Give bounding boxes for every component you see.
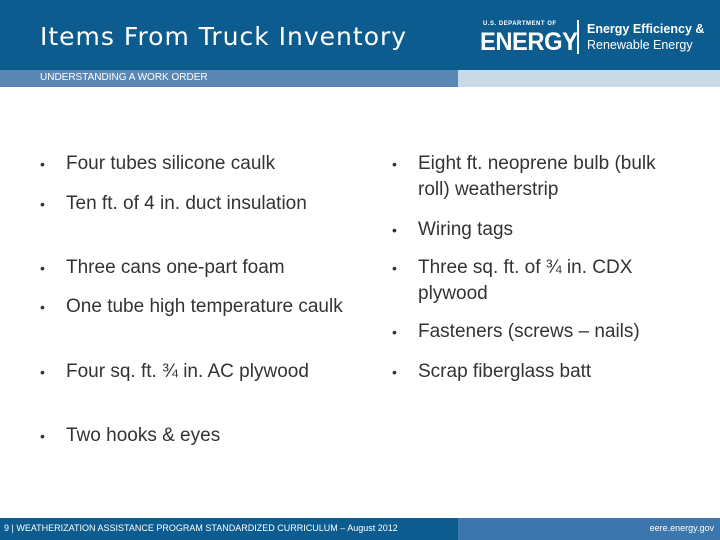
list-item: • Two hooks & eyes [40,423,360,449]
logo-eere-line2: Renewable Energy [587,38,693,52]
header-bar [0,0,720,70]
doe-eere-logo [480,20,710,56]
logo-energy-wordmark: ENERGY [480,28,578,56]
section-subtitle: UNDERSTANDING A WORK ORDER [40,72,208,83]
list-item: • One tube high temperature caulk [40,294,360,320]
list-item: • Three sq. ft. of ¾ in. CDX plywood [392,255,692,307]
subheader-bar [0,70,720,87]
footer-url: eere.energy.gov [649,523,714,533]
logo-department-text: U.S. DEPARTMENT OF [483,21,557,27]
list-item: • Ten ft. of 4 in. duct insulation [40,191,360,217]
list-item: • Wiring tags [392,217,692,243]
footer-caption: 9 | WEATHERIZATION ASSISTANCE PROGRAM STANDARDIZED CURRICULUM – August 2012 [4,523,398,533]
list-item: • Four tubes silicone caulk [40,151,360,177]
slide-title: Items From Truck Inventory [40,22,408,51]
list-item: • Scrap fiberglass batt [392,359,692,385]
list-item: • Four sq. ft. ¾ in. AC plywood [40,359,360,385]
list-item: • Three cans one-part foam [40,255,360,281]
logo-eere-line1: Energy Efficiency & [587,22,705,36]
logo-divider [577,20,579,54]
footer-bar [0,518,720,540]
list-item: • Fasteners (screws – nails) [392,319,692,345]
subheader-accent [458,70,720,87]
list-item: • Eight ft. neoprene bulb (bulk roll) weatherstrip [392,151,692,203]
